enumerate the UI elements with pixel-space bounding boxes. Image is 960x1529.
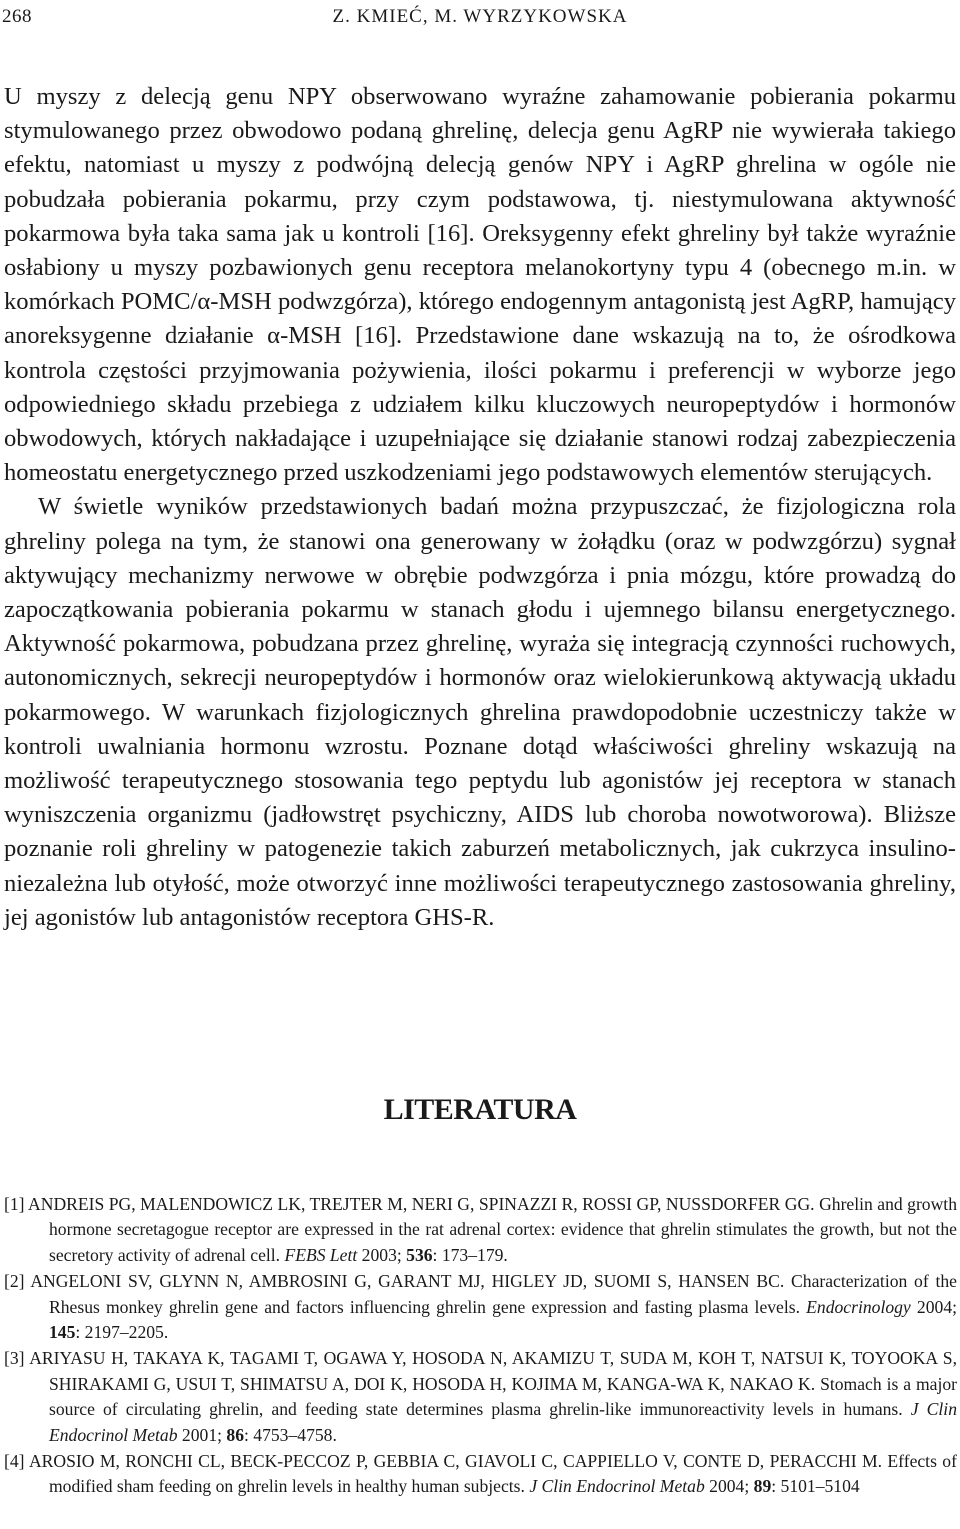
reference-volume: 89 [753, 1476, 772, 1497]
reference-pages: : 2197–2205. [75, 1322, 169, 1343]
reference-list [4, 1192, 957, 1501]
reference-title: Effects of modified sham feeding on ghrelin levels in healthy human subjects. [49, 1451, 957, 1497]
reference-year: 2003; [361, 1244, 402, 1265]
reference-journal: J Clin Endocrinol Metab [49, 1399, 957, 1445]
reference-number: [2] [4, 1271, 25, 1292]
running-head: Z. KMIEĆ, M. WYRZYKOWSKA [332, 6, 628, 27]
reference-journal: FEBS Lett [284, 1244, 358, 1265]
reference-item [4, 1346, 957, 1448]
reference-year: 2004; [709, 1476, 750, 1497]
body-text [4, 80, 956, 935]
reference-pages: : 5101–5104 [771, 1476, 860, 1497]
reference-pages: : 173–179. [432, 1244, 508, 1265]
reference-authors: ARIYASU H, TAKAYA K, TAGAMI T, OGAWA Y, HOSODA N, AKAMIZU T, SUDA M, KOH T, NATSUI K, TOYOOKA S, SHIRAKAMI G, USUI T, SHIMATSU A, DOI K, HOSODA H, KOJIMA M, KANGA-WA K, NAKAO K. [29, 1348, 957, 1394]
reference-authors: ANGELONI SV, GLYNN N, AMBROSINI G, GARANT MJ, HIGLEY JD, SUOMI S, HANSEN BC. [30, 1271, 785, 1292]
reference-year: 2001; [181, 1424, 222, 1445]
paragraph: U myszy z delecją genu NPY obserwowano wyraźne zahamowanie pobierania pokarmu stymulowanego przez obwodowo podaną ghrelinę, delecja genu AgRP nie wywierała takiego efektu, natomiast u myszy z podwójną delecją genów NPY i AgRP ghrelina w ogóle nie pobudzała pobierania pokarmu, przy czym podstawowa, tj. niestymulowana aktywność pokarmowa była taka sama jak u kontroli [16]. Oreksygenny efekt ghreliny był także wyraźnie osłabiony u myszy pozbawionych genu receptora melanokortyny typu 4 (obecnego m.in. w komórkach POMC/α-MSH podwzgórza), którego endogennym antagonistą jest AgRP, hamujący anoreksygenne działanie α-MSH [16]. Przedstawione dane wskazują na to, że ośrodkowa kontrola częstości przyjmowania pożywienia, ilości pokarmu i preferencji w wyborze jego odpowiedniego składu przebiega z udziałem kilku kluczowych neuropeptydów i hormonów obwodowych, których nakładające i uzupełniające się działanie stanowi rodzaj zabezpieczenia homeostatu energetycznego przed uszkodzeniami jego podstawowych elementów sterujących. [4, 83, 956, 487]
reference-title: Ghrelin and growth hormone secretagogue receptor are expressed in the rat adrenal cortex: evidence that ghrelin stimulates the growth, but not the secretory activity of adrenal cell. [49, 1194, 957, 1265]
reference-volume: 145 [49, 1322, 76, 1343]
reference-volume: 86 [226, 1424, 244, 1445]
reference-pages: : 4753–4758. [244, 1424, 337, 1445]
section-heading: LITERATURA [383, 1093, 577, 1126]
reference-year: 2004; [916, 1296, 957, 1317]
paragraph: W świetle wyników przedstawionych badań można przypuszczać, że fizjologiczna rola ghreliny polega na tym, że stanowi ona generowany w żołądku (oraz w podwzgórzu) sygnał aktywujący mechanizmy nerwowe w obrębie podwzgórza i pnia mózgu, które prowadzą do zapoczątkowania pobierania pokarmu w stanach głodu i ujemnego bilansu energetycznego. Aktywność pokarmowa, pobudzana przez ghrelinę, wyraża się integracją czynności ruchowych, autonomicznych, sekrecji neuropeptydów i hormonów oraz wielokierunkową aktywacją układu pokarmowego. W warunkach fizjologicznych ghrelina prawdopodobnie uczestniczy także w kontroli uwalniania hormonu wzrostu. Poznane dotąd właściwości ghreliny wskazują na możliwość terapeutycznego stosowania tego peptydu lub agonistów jej receptora w stanach wyniszczenia organizmu (jadłowstręt psychiczny, AIDS lub choroba nowotworowa). Bliższe poznanie roli ghreliny w patogenezie takich zaburzeń metabolicznych, jak cukrzyca insulino-niezależna lub otyłość, może otworzyć inne możliwości terapeutycznego zastosowania ghreliny, jej agonistów lub antagonistów receptora GHS-R. [4, 493, 956, 931]
reference-item [4, 1269, 957, 1345]
reference-number: [1] [4, 1194, 25, 1214]
reference-title: Stomach is a major source of circulating ghrelin, and feeding state determines plasma ghrelin-like immunoreactivity levels in humans. [49, 1373, 957, 1420]
page-number: 268 [2, 6, 32, 27]
reference-item [4, 1192, 957, 1268]
reference-title: Characterization of the Rhesus monkey ghrelin gene and factors influencing ghrelin gene expression and fasting plasma levels. [49, 1271, 957, 1317]
reference-number: [4] [4, 1451, 25, 1472]
reference-volume: 536 [406, 1244, 433, 1265]
reference-item [4, 1449, 957, 1500]
reference-journal: J Clin Endocrinol Metab [529, 1476, 705, 1497]
reference-number: [3] [4, 1348, 25, 1369]
reference-authors: ANDREIS PG, MALENDOWICZ LK, TREJTER M, NERI G, SPINAZZI R, ROSSI GP, NUSSDORFER GG. [28, 1194, 815, 1214]
reference-journal: Endocrinology [806, 1296, 911, 1317]
reference-authors: AROSIO M, RONCHI CL, BECK-PECCOZ P, GEBBIA C, GIAVOLI C, CAPPIELLO V, CONTE D, PERACCHI M. [28, 1451, 883, 1472]
